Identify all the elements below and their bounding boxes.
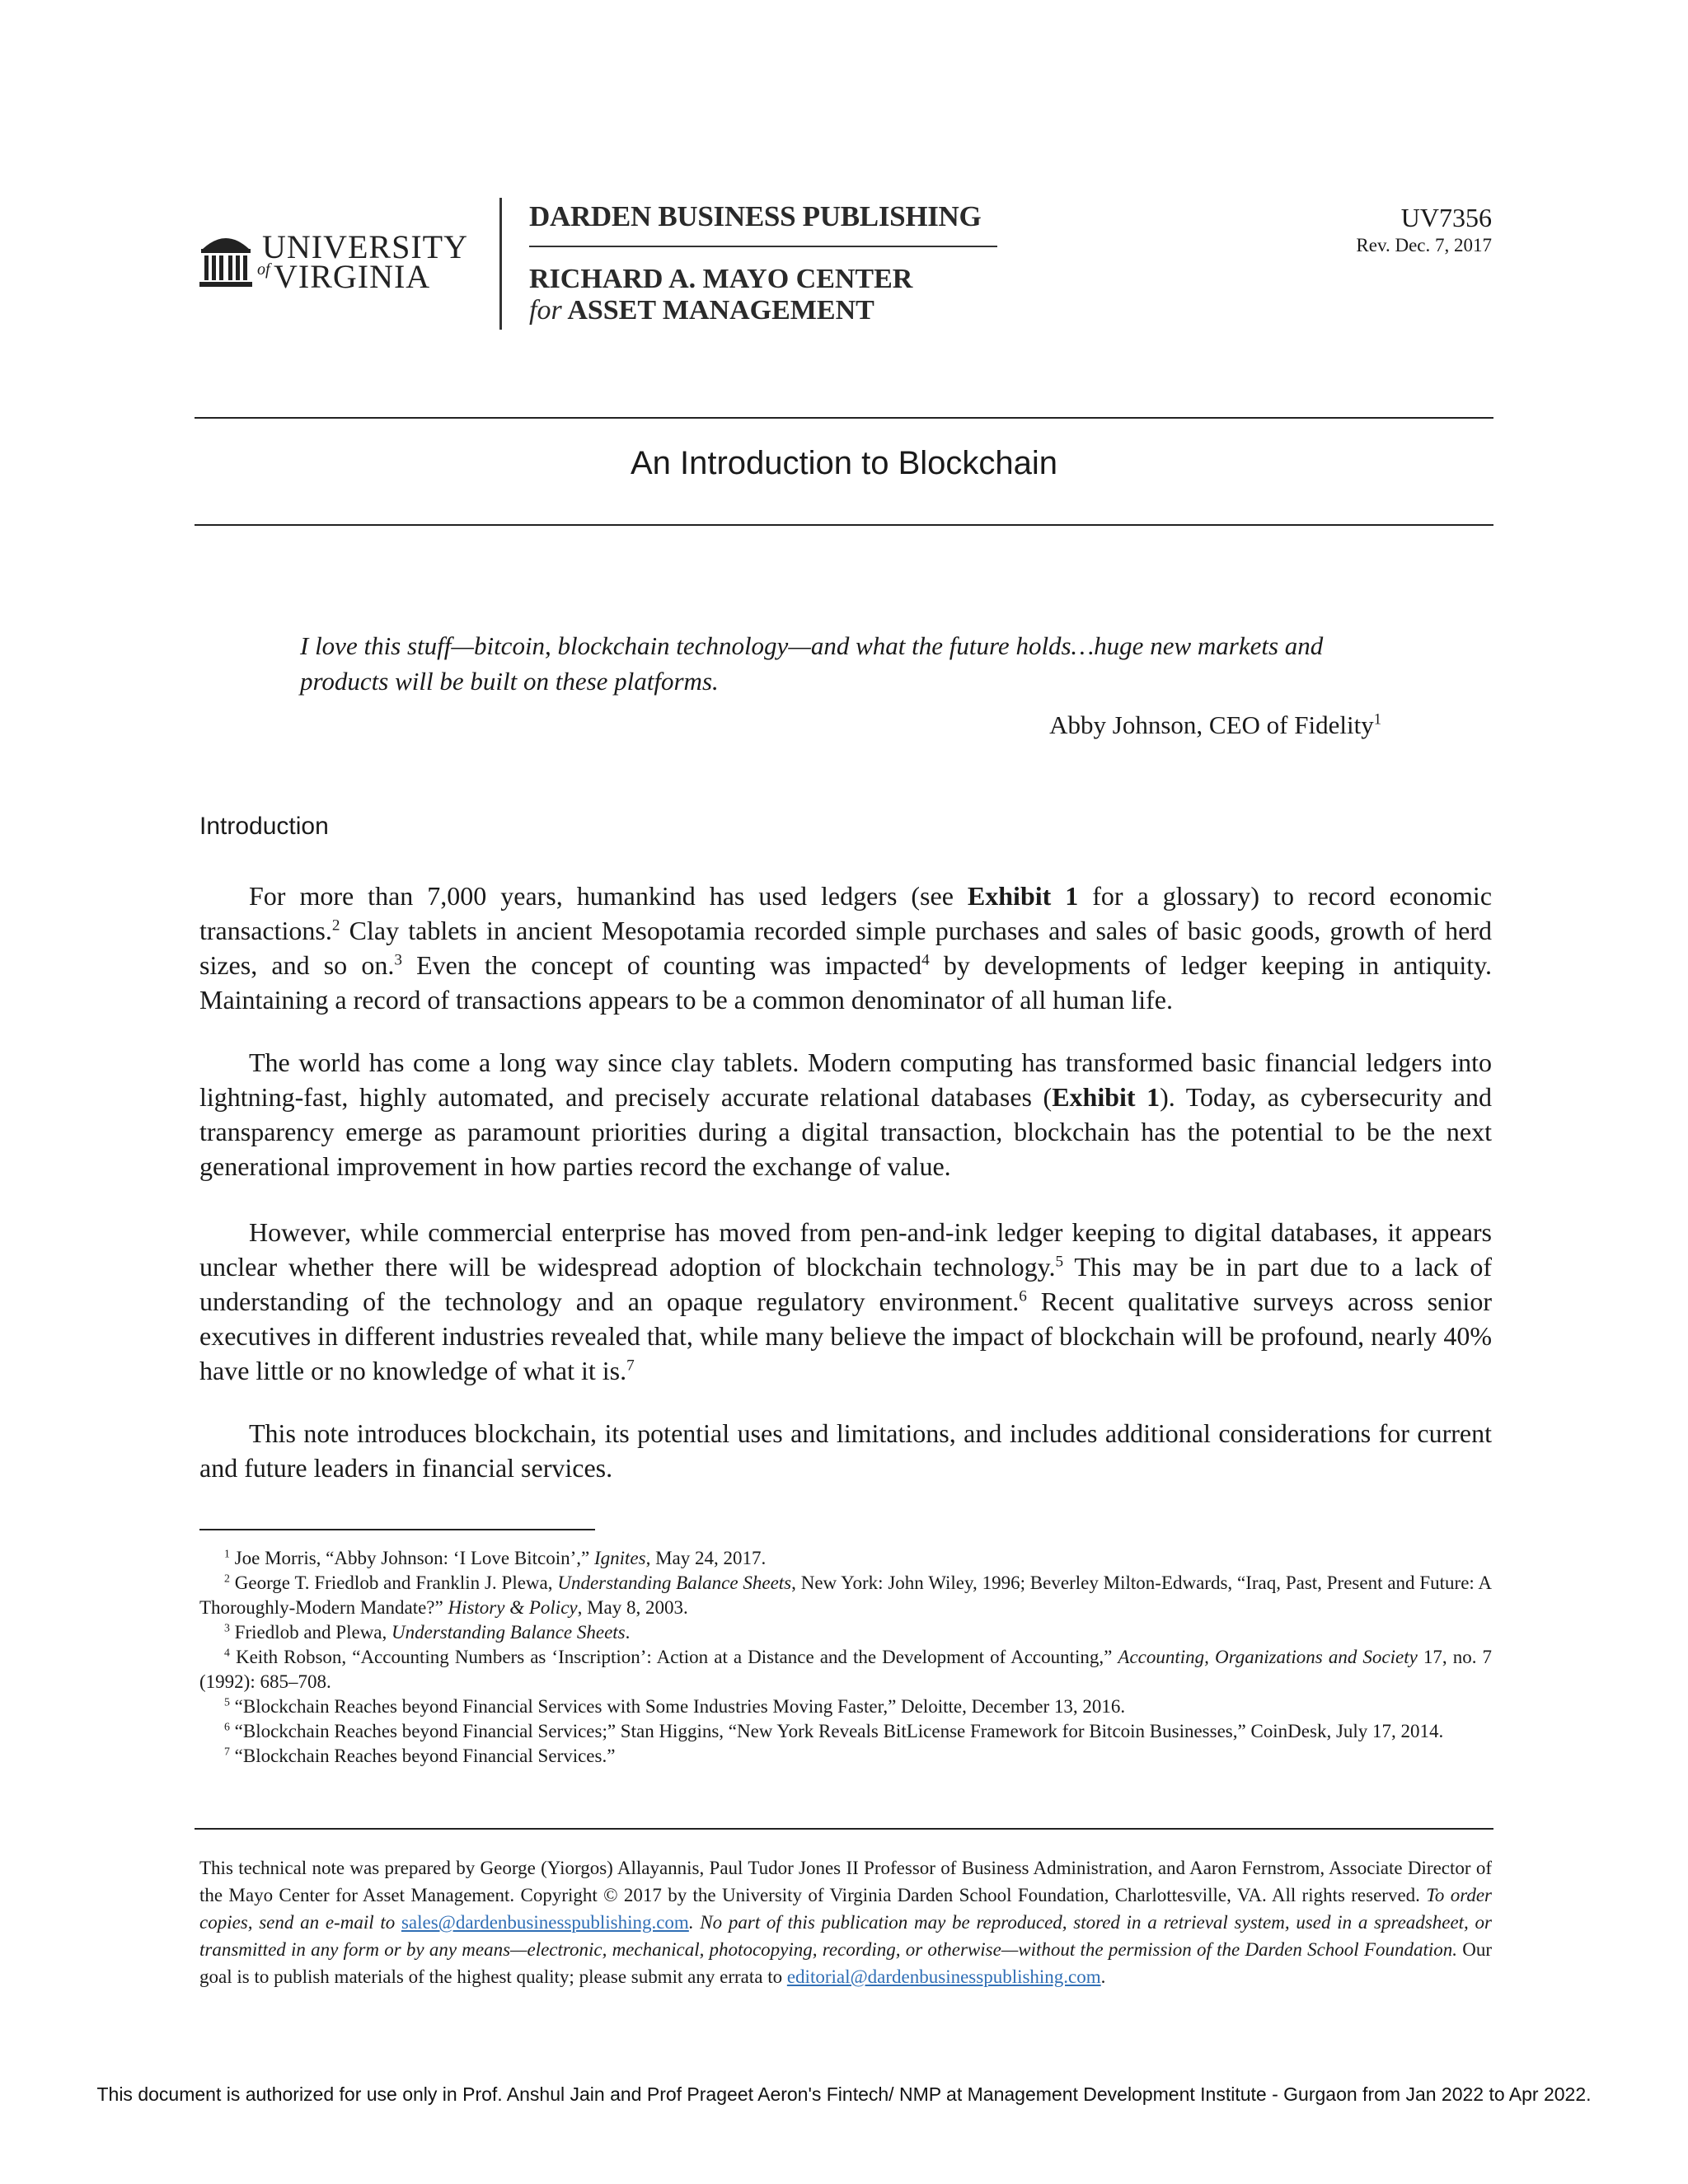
text-run: Ignites bbox=[593, 1548, 646, 1568]
case-id: UV7356 bbox=[1400, 203, 1492, 232]
text-run: Joe Morris, “Abby Johnson: ‘I Love Bitcoin’,” bbox=[229, 1548, 594, 1568]
footnote-number: 6 bbox=[224, 1720, 230, 1733]
text-run: “Blockchain Reaches beyond Financial Services;” Stan Higgins, “New York Reveals BitLicense Framework for Bitcoin Businesses,” CoinDesk, July 17, 2014. bbox=[229, 1721, 1444, 1741]
logo-word-virginia: VIRGINIA bbox=[274, 258, 431, 295]
text-run: Even the concept of counting was impacted bbox=[401, 950, 922, 980]
text-run: George T. Friedlob and Franklin J. Plewa, bbox=[229, 1572, 558, 1593]
header-divider bbox=[499, 198, 502, 330]
footnote-number: 2 bbox=[224, 1572, 230, 1585]
body-paragraph-2 bbox=[199, 1045, 1492, 1183]
text-run: “Blockchain Reaches beyond Financial Services.” bbox=[229, 1746, 616, 1766]
text-run: ). Today, as cybersecurity and transparency emerge as paramount priorities during a digital transaction, blockchain has the potential to be the next generational improvement in how parties record the exchange of value. bbox=[199, 1082, 1493, 1181]
footnote-ref[interactable]: 5 bbox=[1055, 1253, 1064, 1271]
text-run: This technical note was prepared by George (Yiorgos) Allayannis, Paul Tudor Jones II Professor of Business Administration, and Aaron Fernstrom, Associate Director of the Mayo Center for Asset Management. Copyright © 2017 by the University of Virginia Darden School Foundation, Charlottesville, VA. All rights reserved. bbox=[199, 1858, 1492, 1905]
text-run: This may be in part due to a lack of understanding of the technology and an opaque regulatory environment. bbox=[199, 1252, 1493, 1316]
footnote-3 bbox=[199, 1620, 1492, 1645]
text-run: Recent qualitative surveys across senior executives in different industries revealed that, while many believe the impact of blockchain will be profound, nearly 40% have little or no knowledge of what it is. bbox=[199, 1286, 1493, 1385]
sales-email-link[interactable]: sales@dardenbusinesspublishing.com bbox=[401, 1912, 689, 1933]
footnotes bbox=[199, 1546, 1492, 1769]
footnote-ref[interactable]: 3 bbox=[394, 951, 402, 969]
note-rule bbox=[195, 1828, 1493, 1830]
editorial-email-link[interactable]: editorial@dardenbusinesspublishing.com bbox=[786, 1966, 1101, 1987]
logo-word-of: of bbox=[257, 260, 270, 279]
authorization-footer: This document is authorized for use only in Prof. Anshul Jain and Prof Prageet Aeron's Fintech/ NMP at Management Development Institute - Gurgaon from Jan 2022 to Apr 2022. bbox=[96, 2083, 1592, 2105]
footnote-number: 1 bbox=[224, 1547, 230, 1560]
footnote-1 bbox=[199, 1546, 1492, 1571]
text-run: . bbox=[1100, 1966, 1106, 1987]
text-run: Understanding Balance Sheets bbox=[557, 1572, 792, 1593]
epigraph-attribution bbox=[1049, 710, 1381, 740]
footnote-ref[interactable]: 2 bbox=[331, 916, 340, 935]
footnote-4 bbox=[199, 1645, 1492, 1694]
logo-word-university: UNIVERSITY bbox=[262, 228, 468, 265]
text-run: Accounting, Organizations and Society bbox=[1118, 1647, 1418, 1667]
text-run: To order copies, send an e-mail to bbox=[199, 1885, 1492, 1933]
text-run: , May 8, 2003. bbox=[577, 1597, 688, 1618]
text-run: Our goal is to publish materials of the highest quality; please submit any errata to bbox=[199, 1939, 1492, 1987]
footnote-rule bbox=[199, 1529, 595, 1530]
footnote-7 bbox=[199, 1744, 1492, 1769]
footnote-6 bbox=[199, 1719, 1492, 1744]
title-rule-top bbox=[195, 417, 1493, 419]
university-logo bbox=[199, 224, 471, 295]
text-run: Understanding Balance Sheets bbox=[392, 1622, 626, 1643]
publisher-rule bbox=[529, 246, 997, 247]
footnote-number: 4 bbox=[224, 1646, 230, 1659]
exhibit-ref: Exhibit 1 bbox=[1052, 1082, 1160, 1112]
document-title: An Introduction to Blockchain bbox=[630, 445, 1058, 481]
body-paragraph-4: This note introduces blockchain, its potential uses and limitations, and includes additional considerations for current and future leaders in financial services. bbox=[199, 1418, 1492, 1483]
footnote-number: 3 bbox=[224, 1621, 230, 1634]
footnote-number: 5 bbox=[224, 1695, 230, 1708]
text-run: However, while commercial enterprise has moved from pen-and-ink ledger keeping to digital databases, it appears unclear whether there will be widespread adoption of blockchain technology. bbox=[199, 1217, 1492, 1282]
attribution-text: Abby Johnson, CEO of Fidelity bbox=[1049, 710, 1374, 739]
footnote-ref[interactable]: 6 bbox=[1019, 1287, 1027, 1305]
center-name-line1: RICHARD A. MAYO CENTER bbox=[529, 264, 913, 294]
center-name-line2 bbox=[529, 295, 874, 326]
center-for: for bbox=[529, 295, 562, 326]
publisher-name: DARDEN BUSINESS PUBLISHING bbox=[529, 200, 982, 232]
text-run: Clay tablets in ancient Mesopotamia recorded simple purchases and sales of basic goods, growth of herd sizes, and so on. bbox=[199, 916, 1492, 980]
epigraph-quote: I love this stuff—bitcoin, blockchain technology—and what the future holds…huge new markets and products will be built on these platforms. bbox=[300, 631, 1324, 696]
text-run: , May 24, 2017. bbox=[645, 1548, 767, 1568]
text-run: for a glossary) to record economic transactions. bbox=[199, 881, 1493, 945]
prepared-by-note bbox=[199, 1854, 1492, 1990]
text-run: The world has come a long way since clay tablets. Modern computing has transformed basic financial ledgers into lightning-fast, highly automated, and precisely accurate relational databases ( bbox=[199, 1047, 1492, 1112]
revision-date: Rev. Dec. 7, 2017 bbox=[1356, 235, 1492, 255]
title-rule-bottom bbox=[195, 524, 1493, 526]
text-run: by developments of ledger keeping in antiquity. Maintaining a record of transactions appears to be a common denominator of all human life. bbox=[199, 950, 1493, 1015]
text-run: 17, no. 7 (1992): 685–708. bbox=[199, 1647, 1493, 1692]
text-run: History & Policy bbox=[448, 1597, 578, 1618]
footnote-5 bbox=[199, 1694, 1492, 1719]
text-run: . No part of this publication may be reproduced, stored in a retrieval system, used in a spreadsheet, or transmitted in any form or by any means—electronic, mechanical, photocopying, recording, or otherwise—without the permission of the Darden School Foundation. bbox=[199, 1912, 1492, 1960]
rotunda-icon bbox=[199, 224, 252, 290]
exhibit-ref: Exhibit 1 bbox=[967, 881, 1079, 911]
text-run: For more than 7,000 years, humankind has used ledgers (see bbox=[249, 881, 968, 911]
section-heading-introduction: Introduction bbox=[199, 813, 329, 840]
footnote-ref[interactable]: 1 bbox=[1373, 710, 1381, 729]
footnote-ref[interactable]: 7 bbox=[626, 1357, 635, 1375]
text-run: , New York: John Wiley, 1996; Beverley Milton-Edwards, “Iraq, Past, Present and Future: A Thoroughly-Modern Mandate?” bbox=[199, 1572, 1492, 1618]
footnote-number: 7 bbox=[224, 1745, 230, 1758]
text-run: . bbox=[625, 1622, 631, 1643]
body-paragraph-1 bbox=[199, 879, 1492, 1017]
text-run: “Blockchain Reaches beyond Financial Services with Some Industries Moving Faster,” Deloitte, December 13, 2016. bbox=[229, 1696, 1126, 1717]
body-paragraph-3 bbox=[199, 1215, 1492, 1388]
footnote-2 bbox=[199, 1571, 1492, 1620]
center-name-asset: ASSET MANAGEMENT bbox=[567, 295, 874, 326]
text-run: Friedlob and Plewa, bbox=[229, 1622, 392, 1643]
footnote-ref[interactable]: 4 bbox=[921, 951, 930, 969]
text-run: Keith Robson, “Accounting Numbers as ‘Inscription’: Action at a Distance and the Development of Accounting,” bbox=[229, 1647, 1118, 1667]
